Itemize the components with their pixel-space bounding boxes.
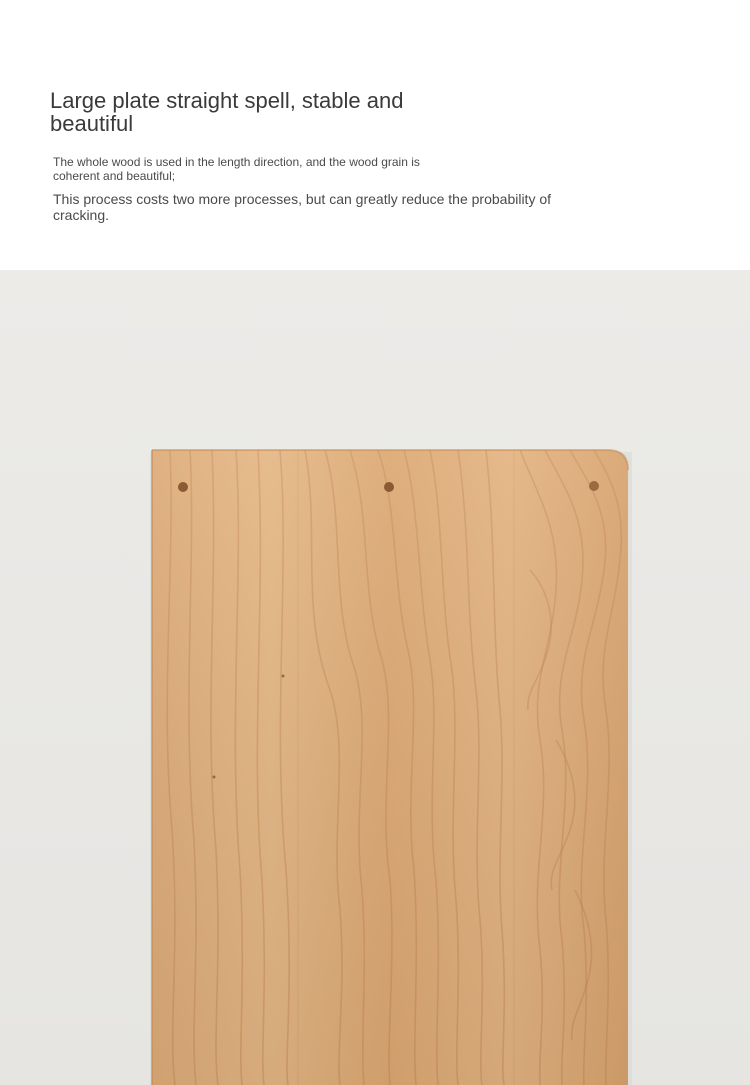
product-photo [0,270,750,1085]
description-paragraph-2 [53,191,613,223]
wood-knot [282,675,285,678]
headline-line-1: Large plate straight spell, stable and [50,88,404,113]
description-1-line-2: coherent and beautiful; [53,169,176,183]
dowel-hole-right [589,481,599,491]
description-2-line-2: cracking. [53,207,110,223]
description-1-line-1: The whole wood is used in the length direction, and the wood grain is [53,155,420,169]
description-2-line-1: This process costs two more processes, but can greatly reduce the probability of [53,191,552,207]
headline [50,89,470,135]
text-section [0,0,750,270]
wood-knot [213,776,216,779]
wood-panel-icon [0,270,750,1085]
description-paragraph-1 [53,155,473,183]
dowel-hole-left [178,482,188,492]
dowel-hole-middle [384,482,394,492]
headline-line-2: beautiful [50,111,134,136]
